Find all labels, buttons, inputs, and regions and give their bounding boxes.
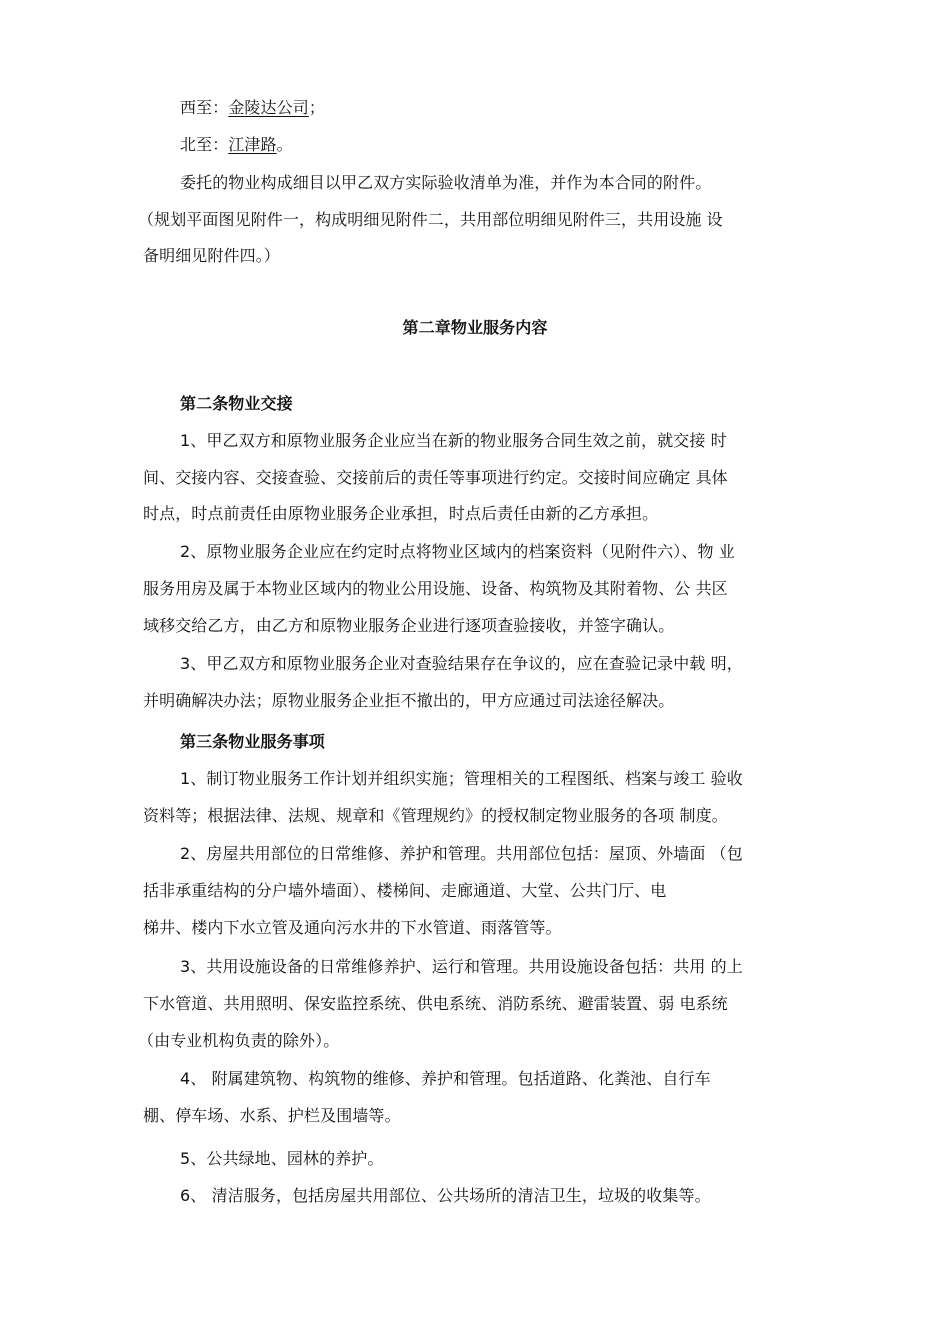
north-boundary-line	[180, 134, 293, 156]
article-3-item-1-line-1: 1、制订物业服务工作计划并组织实施；管理相关的工程图纸、档案与竣工 验收	[180, 769, 743, 788]
article-2-title: 第二条物业交接	[180, 394, 293, 413]
intro-paragraph-2-line-2: 备明细见附件四。）	[143, 246, 280, 265]
article-2-item-2-line-3: 域移交给乙方，由乙方和原物业服务企业进行逐项查验接收，并签字确认。	[143, 616, 675, 635]
west-boundary-line	[180, 97, 325, 119]
article-3-item-6-line-1: 6、 清洁服务，包括房屋共用部位、公共场所的清洁卫生，垃圾的收集等。	[180, 1186, 711, 1205]
west-boundary-end: ；	[308, 98, 325, 117]
north-boundary-value: 江津路	[228, 135, 277, 154]
west-boundary-label: 西至：	[180, 98, 229, 117]
article-2-item-1-line-3: 时点，时点前责任由原物业服务企业承担，时点后责任由新的乙方承担。	[143, 504, 659, 523]
article-3-item-3-line-1: 3、共用设施设备的日常维修养护、运行和管理。共用设施设备包括：共用 的上	[180, 957, 743, 976]
article-3-item-3-line-3: （由专业机构负责的除外）。	[138, 1031, 340, 1050]
intro-paragraph-2-line-1: （规划平面图见附件一，构成明细见附件二，共用部位明细见附件三，共用设施 设	[138, 210, 723, 229]
article-2-item-1-line-1: 1、甲乙双方和原物业服务企业应当在新的物业服务合同生效之前，就交接 时	[180, 431, 727, 450]
article-3-item-3-line-2: 下水管道、共用照明、保安监控系统、供电系统、消防系统、避雷装置、弱 电系统	[143, 994, 728, 1013]
article-3-item-4-line-1: 4、 附属建筑物、构筑物的维修、养护和管理。包括道路、化粪池、自行车	[180, 1069, 711, 1088]
north-boundary-end: 。	[276, 135, 293, 154]
article-3-item-5-line-1: 5、公共绿地、园林的养护。	[180, 1149, 384, 1168]
article-3-title: 第三条物业服务事项	[180, 732, 325, 751]
chapter-title: 第二章物业服务内容	[402, 318, 548, 337]
article-3-item-2-line-1: 2、房屋共用部位的日常维修、养护和管理。共用部位包括：屋顶、外墙面 （包	[180, 844, 743, 863]
article-2-item-3-line-1: 3、甲乙双方和原物业服务企业对查验结果存在争议的，应在查验记录中载 明，	[180, 654, 743, 673]
article-3-item-2-line-3: 梯井、楼内下水立管及通向污水井的下水管道、雨落管等。	[143, 918, 562, 937]
west-boundary-value: 金陵达公司	[228, 98, 309, 117]
article-2-item-2-line-1: 2、原物业服务企业应在约定时点将物业区域内的档案资料（见附件六）、物 业	[180, 542, 735, 561]
article-2-item-2-line-2: 服务用房及属于本物业区域内的物业公用设施、设备、构筑物及其附着物、公 共区	[143, 579, 728, 598]
article-3-item-4-line-2: 棚、停车场、水系、护栏及围墙等。	[143, 1106, 401, 1125]
article-3-item-2-line-2: 括非承重结构的分户墙外墙面）、楼梯间、走廊通道、大堂、公共门厅、电	[143, 881, 667, 900]
article-2-item-3-line-2: 并明确解决办法；原物业服务企业拒不撤出的，甲方应通过司法途径解决。	[143, 691, 675, 710]
intro-paragraph-1: 委托的物业构成细目以甲乙双方实际验收清单为准，并作为本合同的附件。	[180, 173, 712, 192]
article-3-item-1-line-2: 资料等；根据法律、法规、规章和《管理规约》的授权制定物业服务的各项 制度。	[143, 806, 728, 825]
article-2-item-1-line-2: 间、交接内容、交接查验、交接前后的责任等事项进行约定。交接时间应确定 具体	[143, 468, 728, 487]
north-boundary-label: 北至：	[180, 135, 229, 154]
